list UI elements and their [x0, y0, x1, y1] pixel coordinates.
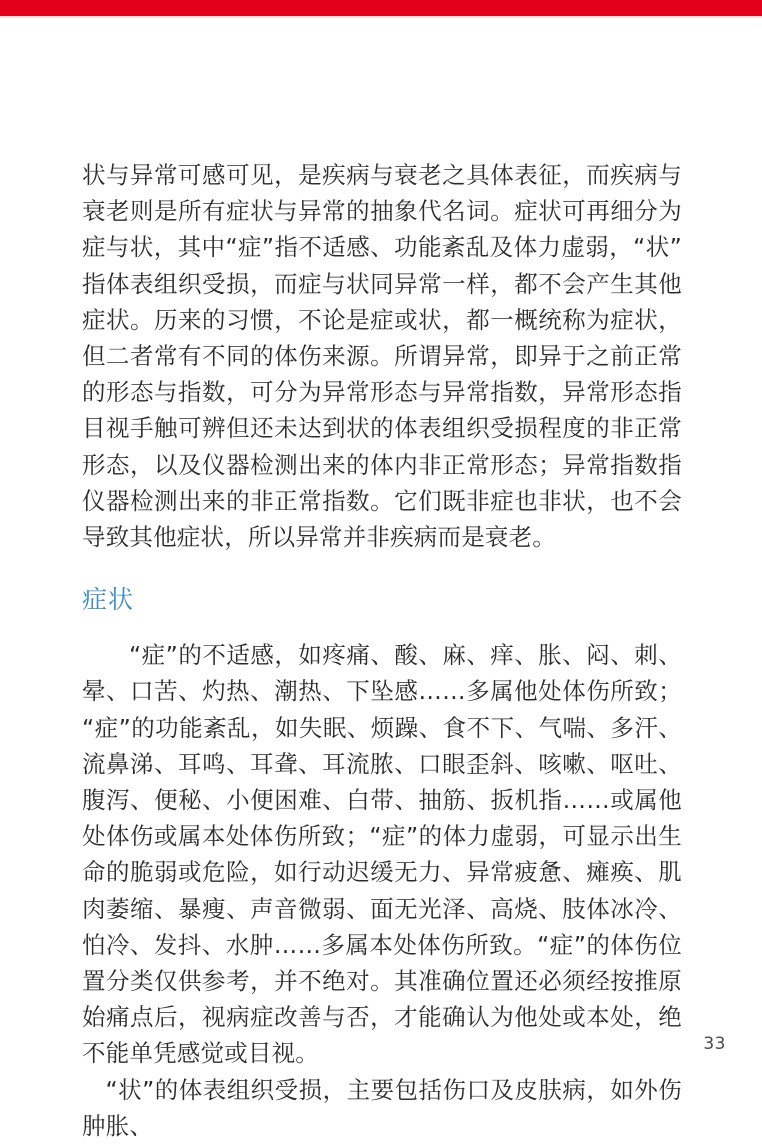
red-accent-bar-shadow — [0, 16, 762, 19]
paragraph-1: 状与异常可感可见，是疾病与衰老之具体表征，而疾病与衰老则是所有症状与异常的抽象代名词。症状可再细分为症与状，其中“症”指不适感、功能紊乱及体力虚弱，“状”指体表组织受损，而症与状同异常一样，都不会产生其他症状。历来的习惯，不论是症或状，都一概统称为症状，但二者常有不同的体伤来源。所谓异常，即异于之前正常的形态与指数，可分为异常形态与异常指数，异常形态指目视手触可辨但还未达到状的体表组织受损程度的非正常形态，以及仪器检测出来的体内非正常形态；异常指数指仪器检测出来的非正常指数。它们既非症也非状，也不会导致其他症状，所以异常并非疾病而是衰老。 — [82, 161, 682, 552]
paragraph-3: “状”的体表组织受损，主要包括伤口及皮肤病，如外伤肿胀、 — [82, 1075, 682, 1140]
page-number: 33 — [703, 1034, 726, 1054]
spacer-before-heading — [82, 555, 682, 583]
paragraph-2: “症”的不适感，如疼痛、酸、麻、痒、胀、闷、刺、晕、口苦、灼热、潮热、下坠感……多属他处体伤所致；“症”的功能紊乱，如失眠、烦躁、食不下、气喘、多汗、流鼻涕、耳鸣、耳聋、耳流脓、口眼歪斜、咳嗽、呕吐、腹泻、便秘、小便困难、白带、抽筋、扳机指……或属他处体伤或属本处体伤所致；“症”的体力虚弱，可显示出生命的脆弱或危险，如行动迟缓无力、异常疲惫、瘫痪、肌肉萎缩、暴瘦、声音微弱、面无光泽、高烧、肢体冰冷、怕冷、发抖、水肿……多属本处体伤所致。“症”的体伤位置分类仅供参考，并不绝对。其准确位置还必须经按推原始痛点后，视病症改善与否，才能确认为他处或本处，绝不能单凭感觉或目视。 — [82, 641, 682, 1068]
page-content — [82, 157, 682, 1144]
section-heading-symptoms: 症状 — [82, 585, 135, 615]
red-accent-bar — [0, 0, 762, 16]
spacer-after-heading — [82, 617, 682, 637]
